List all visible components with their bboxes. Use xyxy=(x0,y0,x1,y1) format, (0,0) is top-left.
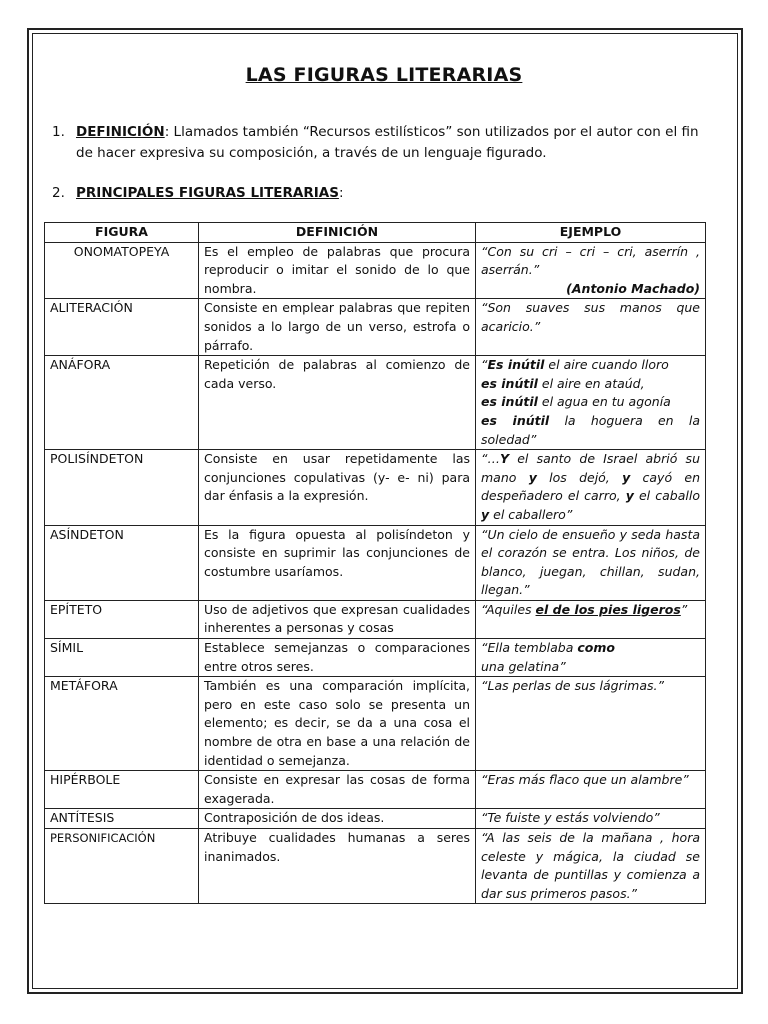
ejemplo-bold: el de los pies ligeros xyxy=(535,601,681,617)
header-ejemplo: EJEMPLO xyxy=(476,223,706,243)
section-heading: PRINCIPALES FIGURAS LITERARIAS xyxy=(76,185,339,201)
section-figuras xyxy=(52,183,716,204)
ejemplo-bold: Y xyxy=(499,451,510,467)
ejemplo-cell xyxy=(476,639,706,677)
ejemplo-author: (Antonio Machado) xyxy=(566,280,700,296)
figura-cell: ANTÍTESIS xyxy=(45,809,199,829)
ejemplo-cell: “Te fuiste y estás volviendo” xyxy=(476,809,706,829)
ejemplo-part: cayó en despeñadero el carro, xyxy=(481,469,700,504)
table-row xyxy=(45,677,706,771)
definicion-cell: Uso de adjetivos que expresan cualidades inherentes a personas y cosas xyxy=(199,600,476,638)
ejemplo-cell xyxy=(476,356,706,450)
ejemplo-rest: la hoguera en la soledad” xyxy=(481,412,700,447)
ejemplo-bold: es inútil xyxy=(481,394,538,410)
ejemplo-text: “Con su cri – cri – cri, aserrín , aserrán.” xyxy=(481,243,700,278)
definicion-cell: Atribuye cualidades humanas a seres inanimados. xyxy=(199,829,476,904)
ejemplo-line xyxy=(481,375,700,394)
section-definicion xyxy=(52,122,716,164)
definicion-cell: Contraposición de dos ideas. xyxy=(199,809,476,829)
quote-mark: “ xyxy=(481,357,488,373)
definicion-cell: Es la figura opuesta al polisíndeton y consiste en suprimir las conjunciones de costumbre usaríamos. xyxy=(199,525,476,600)
ejemplo-bold: y xyxy=(481,506,490,522)
figura-cell: ANÁFORA xyxy=(45,356,199,450)
ejemplo-cell xyxy=(476,450,706,525)
page-title: LAS FIGURAS LITERARIAS xyxy=(245,64,523,86)
table-row xyxy=(45,299,706,356)
ejemplo-part: el caballero” xyxy=(489,506,573,522)
figura-cell: HIPÉRBOLE xyxy=(45,771,199,809)
figura-cell: EPÍTETO xyxy=(45,600,199,638)
definicion-cell: Repetición de palabras al comienzo de cada verso. xyxy=(199,356,476,450)
ejemplo-part: el caballo xyxy=(633,488,700,504)
ejemplo-cell xyxy=(476,242,706,299)
definicion-cell: Consiste en emplear palabras que repiten sonidos a lo largo de un verso, estrofa o párrafo. xyxy=(199,299,476,356)
definicion-cell: También es una comparación implícita, pero en este caso solo se presenta un elemento; es decir, se da a una cosa el nombre de otra en base a una relación de identidad o semejanza. xyxy=(199,677,476,771)
table-row xyxy=(45,242,706,299)
ejemplo-bold: es inútil xyxy=(481,412,550,428)
ejemplo-bold: Es inútil xyxy=(487,357,545,373)
figura-cell: METÁFORA xyxy=(45,677,199,771)
ejemplo-rest: el agua en tu agonía xyxy=(537,394,671,410)
figures-table xyxy=(44,222,706,904)
section-suffix: : xyxy=(338,185,344,201)
ejemplo-cell: “A las seis de la mañana , hora celeste y mágica, la ciudad se levanta de puntillas y comienza a dar sus primeros pasos.” xyxy=(476,829,706,904)
ejemplo-part: “Ella temblaba xyxy=(481,640,578,656)
header-definicion: DEFINICIÓN xyxy=(199,223,476,243)
table-row xyxy=(45,771,706,809)
ejemplo-cell: “Son suaves sus manos que acaricio.” xyxy=(476,299,706,356)
section-text: : Llamados también “Recursos estilísticos” son utilizados por el autor con el fin de hacer expresiva su composición, a través de un lenguaje figurado. xyxy=(76,124,699,161)
table-row xyxy=(45,600,706,638)
definicion-cell: Consiste en expresar las cosas de forma exagerada. xyxy=(199,771,476,809)
ejemplo-part: una gelatina” xyxy=(481,658,566,674)
ejemplo-bold: y xyxy=(622,469,631,485)
ejemplo-line xyxy=(481,393,700,412)
table-row xyxy=(45,356,706,450)
ejemplo-part: “… xyxy=(481,451,500,467)
ejemplo-part: los dejó, xyxy=(536,469,623,485)
section-number: 1. xyxy=(52,124,65,140)
ejemplo-cell: “Las perlas de sus lágrimas.” xyxy=(476,677,706,771)
ejemplo-rest: el aire en ataúd, xyxy=(537,375,645,391)
figura-cell: PERSONIFICACIÓN xyxy=(45,829,199,904)
ejemplo-cell: “Eras más flaco que un alambre” xyxy=(476,771,706,809)
table-header-row xyxy=(45,223,706,243)
ejemplo-cell: “Un cielo de ensueño y seda hasta el corazón se entra. Los niños, de blanco, juegan, chillan, sudan, llegan.” xyxy=(476,525,706,600)
ejemplo-rest: el aire cuando lloro xyxy=(544,357,669,373)
figura-cell: ALITERACIÓN xyxy=(45,299,199,356)
table-row xyxy=(45,829,706,904)
ejemplo-bold: y xyxy=(528,469,537,485)
ejemplo-bold: y xyxy=(625,488,634,504)
ejemplo-line xyxy=(481,356,700,375)
ejemplo-line xyxy=(481,412,700,449)
section-heading: DEFINICIÓN xyxy=(76,124,165,140)
table-row xyxy=(45,450,706,525)
figura-cell: SÍMIL xyxy=(45,639,199,677)
section-number: 2. xyxy=(52,185,65,201)
definicion-cell: Es el empleo de palabras que procura reproducir o imitar el sonido de lo que nombra. xyxy=(199,242,476,299)
definicion-cell: Establece semejanzas o comparaciones entre otros seres. xyxy=(199,639,476,677)
ejemplo-part: “Aquiles xyxy=(481,601,536,617)
header-figura: FIGURA xyxy=(45,223,199,243)
table-row xyxy=(45,639,706,677)
ejemplo-bold: como xyxy=(577,640,615,656)
ejemplo-part: el santo de Israel abrió su mano xyxy=(481,451,700,485)
figura-cell: POLISÍNDETON xyxy=(45,450,199,525)
table-row xyxy=(45,525,706,600)
ejemplo-part: ” xyxy=(680,601,688,617)
table-row xyxy=(45,809,706,829)
figura-cell: ONOMATOPEYA xyxy=(45,242,199,299)
definicion-cell: Consiste en usar repetidamente las conjunciones copulativas (y- e- ni) para dar énfasis a la expresión. xyxy=(199,450,476,525)
ejemplo-bold: es inútil xyxy=(481,375,538,391)
figura-cell: ASÍNDETON xyxy=(45,525,199,600)
ejemplo-cell xyxy=(476,600,706,638)
